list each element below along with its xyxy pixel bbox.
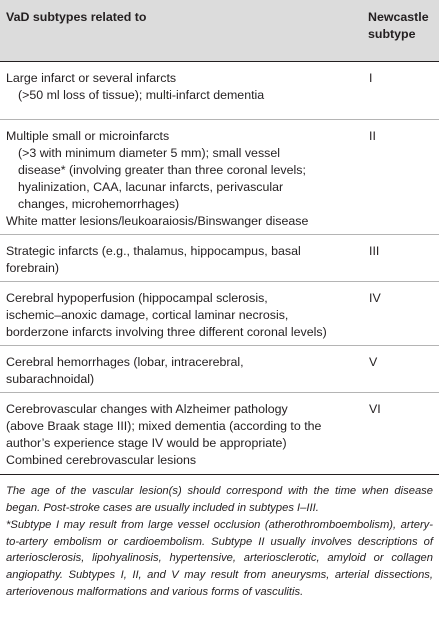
table-footnotes [0,475,439,600]
footnote-age: The age of the vascular lesion(s) should correspond with the time when disease began. Post-stroke cases are usually included in subtypes I–III. [6,485,433,514]
table-row [0,282,439,346]
row-line: (above Braak stage III); mixed dementia (according to the [6,419,322,433]
table-row [0,62,439,120]
row-line: (>50 ml loss of tissue); multi-infarct dementia [18,88,265,102]
row-description [0,354,368,392]
header-vad-subtypes: VaD subtypes related to [6,10,147,24]
row-subtype: VI [369,402,381,416]
row-line: (>3 with minimum diameter 5 mm); small vessel [18,146,280,160]
row-subtype: I [369,71,373,85]
row-line: Large infarct or several infarcts [6,71,177,85]
table-row [0,120,439,235]
table-row [0,346,439,393]
row-line: ischemic–anoxic damage, cortical laminar necrosis, [6,308,289,322]
row-subtype: IV [369,291,381,305]
row-subtype: II [369,129,376,143]
header-newcastle-line2: subtype [368,27,416,41]
row-line: White matter lesions/leukoaraiosis/Binswanger disease [6,214,309,228]
table-row [0,393,439,475]
row-line: Cerebral hypoperfusion (hippocampal sclerosis, [6,291,268,305]
row-line: Multiple small or microinfarcts [6,129,170,143]
row-line: Cerebrovascular changes with Alzheimer pathology [6,402,288,416]
row-subtype: III [369,244,380,258]
row-line: forebrain) [6,261,60,275]
row-description [0,290,368,345]
row-line: Cerebral hemorrhages (lobar, intracerebral, [6,355,244,369]
table-header [0,0,439,62]
row-line: Combined cerebrovascular lesions [6,453,197,467]
footnote-subtype-causes: *Subtype I may result from large vessel occlusion (atherothromboembolism), artery-to-artery embolism or cardioembolism. Subtype II usually involves descriptions of arteriosclerosis, lipohyalinosis, hypertensive, arteriosclerotic, amyloid or collagen angiopathy. Subtypes I, II, and V may result from aneurysms, arterial dissections, arteriovenous malformations and various forms of vasculitis. [6,519,433,598]
header-newcastle-line1: Newcastle [368,10,429,24]
row-line: subarachnoidal) [6,372,95,386]
header-newcastle-subtype [368,9,439,61]
row-line: author’s experience stage IV would be appropriate) [6,436,287,450]
row-description [0,128,368,234]
table-row [0,235,439,282]
row-line: disease* (involving greater than three coronal levels; [18,163,306,177]
row-description [0,243,368,281]
row-description [0,401,368,474]
row-description [0,70,368,119]
row-line: changes, microhemorrhages) [18,197,180,211]
row-line: borderzone infarcts involving three different coronal levels) [6,325,327,339]
row-line: hyalinization, CAA, lacunar infarcts, perivascular [18,180,284,194]
row-subtype: V [369,355,378,369]
row-line: Strategic infarcts (e.g., thalamus, hippocampus, basal [6,244,301,258]
